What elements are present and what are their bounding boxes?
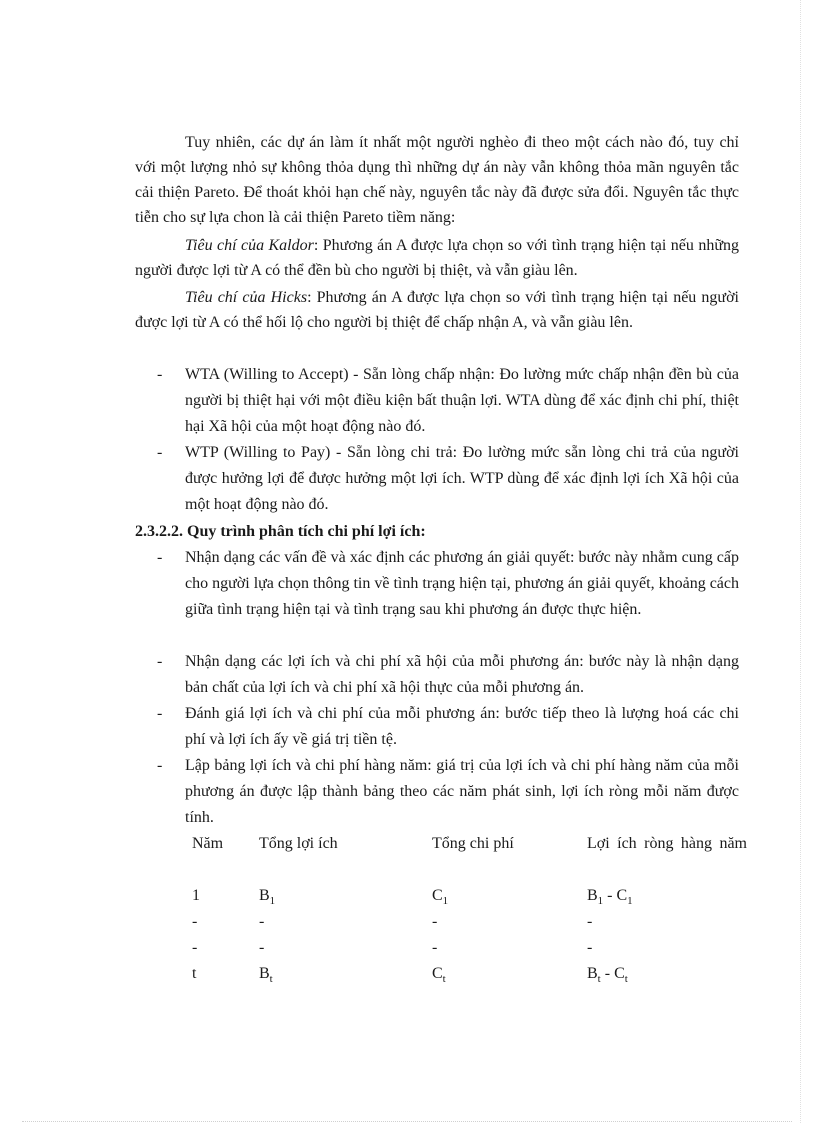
subscript: t — [597, 973, 601, 985]
list-item-text: WTP (Willing to Pay) - Sẵn lòng chi trả: Đo lường mức sẵn lòng chi trả của người được hưởng lợi để được hưởng một lợi ích. WTP dùng để xác định lợi ích Xã hội của một hoạt động nào đó. — [185, 444, 739, 513]
table-cell-cost — [432, 961, 446, 987]
table-row — [192, 935, 748, 961]
bullet-dash: - — [157, 757, 163, 774]
table-cell-net — [587, 883, 747, 909]
subscript: t — [624, 973, 628, 985]
kaldor-criterion-text: : Phương án A được lựa chọn so với tình trạng hiện tại nếu những người được lợi từ A có thể đền bù cho người bị thiệt, và vẫn giàu lên. — [135, 237, 739, 279]
table-header-year: Năm — [192, 835, 224, 852]
table-cell-benefit — [259, 883, 275, 909]
paragraph-pareto-intro — [135, 130, 739, 230]
hicks-criterion-label: Tiêu chí của Hicks — [185, 289, 308, 306]
table-header-row — [192, 831, 748, 883]
table-row — [192, 961, 748, 987]
table-cell-cost — [432, 883, 448, 909]
table-cell-benefit — [259, 961, 273, 987]
table-cell-benefit: - — [259, 939, 265, 956]
symbol: B — [259, 887, 270, 904]
bullet-dash: - — [157, 444, 163, 461]
list-item-identify-benefits — [135, 649, 739, 701]
table-cell-net: - — [587, 913, 593, 930]
table-header-total-cost: Tổng chi phí — [432, 835, 514, 852]
subscript: t — [442, 973, 446, 985]
symbol: C — [614, 965, 625, 982]
symbol: C — [432, 965, 443, 982]
bullet-dash: - — [157, 549, 163, 566]
subscript: 1 — [627, 895, 633, 907]
table-header-net-benefit: Lợi ích ròng hàng năm — [587, 835, 747, 852]
table-cell-year: - — [192, 913, 198, 930]
list-item-wta — [135, 362, 739, 440]
symbol: B — [259, 965, 270, 982]
bullet-dash: - — [157, 653, 163, 670]
symbol: C — [616, 887, 628, 904]
subscript: t — [269, 973, 273, 985]
subscript: 1 — [442, 895, 449, 907]
section-heading: 2.3.2.2. Quy trình phân tích chi phí lợi ích: — [135, 523, 426, 540]
subscript: 1 — [269, 895, 276, 907]
paragraph-hicks — [135, 285, 739, 335]
table-header-total-benefit: Tổng lợi ích — [259, 835, 338, 852]
hicks-criterion-text: : Phương án A được lựa chọn so với tình trạng hiện tại nếu người được lợi từ A có thể hối lộ cho người bị thiệt để chấp nhận A, và vẫn giàu lên. — [135, 289, 740, 331]
table-cell-net: - — [587, 939, 593, 956]
list-item-identify-problems — [135, 545, 739, 623]
list-item-text: WTA (Willing to Accept) - Sẵn lòng chấp nhận: Đo lường mức chấp nhận đền bù của người bị thiệt hại với một điều kiện bất thuận lợi. WTA dùng để xác định chi phí, thiệt hại Xã hội của một hoạt động nào đó. — [185, 366, 739, 435]
list-item-wtp — [135, 440, 739, 518]
page-bottom-divider — [22, 1121, 792, 1122]
page-edge-divider — [800, 0, 801, 1123]
kaldor-criterion-label: Tiêu chí của Kaldor — [185, 237, 314, 254]
list-item-tabulate — [135, 753, 739, 831]
paragraph-kaldor — [135, 233, 739, 283]
table-cell-year: - — [192, 939, 198, 956]
list-item-evaluate — [135, 701, 739, 753]
table-cell-cost: - — [432, 939, 438, 956]
table-cell-year: t — [192, 965, 197, 982]
bullet-dash: - — [157, 366, 163, 383]
table-row — [192, 883, 748, 909]
table-cell-net — [587, 961, 747, 987]
list-item-text: Đánh giá lợi ích và chi phí của mỗi phương án: bước tiếp theo là lượng hoá các chi phí và lợi ích ấy về giá trị tiền tệ. — [185, 705, 739, 748]
list-item-text: Nhận dạng các vấn đề và xác định các phương án giải quyết: bước này nhằm cung cấp cho người lựa chọn thông tin về tình trạng hiện tại, phương án giải quyết, khoảng cách giữa tình trạng hiện tại và tình trạng sau khi phương án được thực hiện. — [185, 549, 739, 618]
table-cell-cost: - — [432, 913, 438, 930]
symbol: B — [587, 887, 598, 904]
symbol: C — [432, 887, 443, 904]
minus-sign: - — [600, 965, 615, 982]
bullet-dash: - — [157, 705, 163, 722]
table-cell-year: 1 — [192, 887, 200, 904]
table-cell-benefit: - — [259, 913, 265, 930]
table-row — [192, 909, 748, 935]
subscript: 1 — [597, 895, 604, 907]
list-item-text: Nhận dạng các lợi ích và chi phí xã hội của mỗi phương án: bước này là nhận dạng bản chất của lợi ích và chi phí xã hội thực của mỗi phương án. — [185, 653, 739, 696]
paragraph-text: Tuy nhiên, các dự án làm ít nhất một người nghèo đi theo một cách nào đó, tuy chỉ với một lượng nhỏ sự không thỏa dụng thì những dự án này vẫn không thỏa mãn nguyên tắc cải thiện Pareto. Để thoát khỏi hạn chế này, nguyên tắc này đã được sửa đổi. Nguyên tắc thực tiễn cho sự lựa chon là cải thiện Pareto tiềm năng: — [135, 134, 739, 226]
list-item-text: Lập bảng lợi ích và chi phí hàng năm: giá trị của lợi ích và chi phí hàng năm của mỗi phương án được lập thành bảng theo các năm phát sinh, lợi ích ròng mỗi năm được tính. — [185, 757, 739, 826]
benefit-cost-table — [192, 831, 748, 987]
minus-sign: - — [603, 887, 617, 904]
symbol: B — [587, 965, 598, 982]
